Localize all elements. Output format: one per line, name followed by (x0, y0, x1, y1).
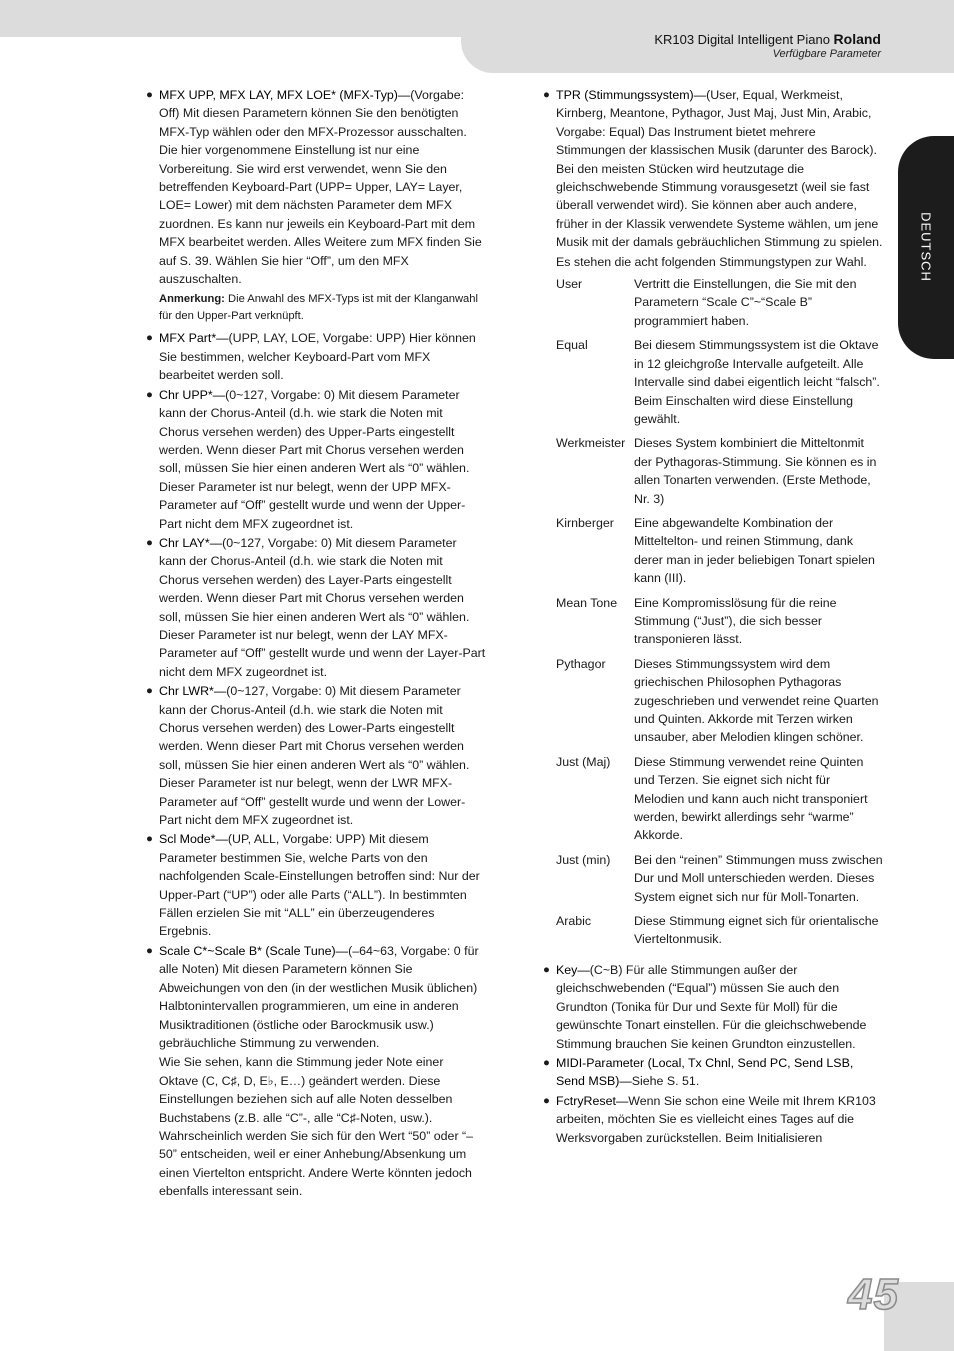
param-scl-mode (146, 830, 486, 940)
tuning-desc: Bei diesem Stimmungssystem ist die Oktave in 12 gleichgroße Intervalle aufgeteilt. Alle Intervalle sind dabei eigentlich leicht “falsch”. Beim Einschalten wird diese Einstellung gewählt. (634, 338, 880, 426)
bullet-icon: ● (146, 685, 153, 698)
param-mfx-part (146, 329, 486, 384)
tuning-desc: Dieses System kombiniert die Mitteltonmit der Pythagoras-Stimmung. Sie können es in allen Tonarten verwenden. (Erste Methode, Nr. 3) (634, 436, 877, 506)
bullet-icon: ● (543, 1056, 550, 1069)
param-text: (0~127, Vorgabe: 0) Mit diesem Parameter kann der Chorus-Anteil (d.h. wie stark die Noten mit Chorus versehen werden) des Layer-Parts eingestellt werden. Wenn dieser Part mit Chorus versehen werden soll, müssen Sie hier einen anderen Wert als “0” wählen. Dieser Parameter ist nur belegt, wenn der LAY MFX-Parameter auf “Off” gestellt wurde und wenn der Layer-Part nicht dem MFX zugeordnet ist. (159, 535, 486, 679)
bullet-icon: ● (543, 1094, 550, 1107)
param-text: (UP, ALL, Vorgabe: UPP) Mit diesem Parameter bestimmen Sie, welche Parts von den nachfolgenden Scale-Einstellungen betroffen sind: Nur der Upper-Part (“UP”) oder alle Parts (“ALL”). In bestimmten Fällen erzielen Sie mit “ALL” ein überzeugenderes Ergebnis. (159, 832, 480, 939)
table-row (556, 912, 883, 955)
bullet-icon: ● (146, 944, 153, 957)
param-chr-lwr (146, 682, 486, 829)
param-text: (User, Equal, Werkmeist, Kirnberg, Meantone, Pythagor, Just Maj, Just Min, Arabic, Vorgabe: Equal) Das Instrument bietet mehrere Stimmungen der klassischen Musik (darunter des Barock). Bei den meisten Stücken wird heutzutage die gleichschwebende Stimmung vorausgesetzt (weil sie fast überall verwendet wird). Sie können aber auch andere, früher in der Klassik verwendete Systeme wählen, um jene Musik mit der damals gebräuchlichen Stimmung zu spielen. (556, 88, 883, 250)
bullet-icon: ● (543, 963, 550, 976)
note-text: Die Anwahl des MFX-Typs ist mit der Klanganwahl für den Upper-Part verknüpft. (159, 293, 478, 323)
param-term: Chr UPP*— (159, 387, 226, 402)
tuning-desc: Eine Kompromisslösung für die reine Stimmung (“Just”), die sich besser transponieren lässt. (634, 595, 837, 647)
tuning-desc: Vertritt die Einstellungen, die Sie mit den Parametern “Scale C”~“Scale B” programmiert haben. (634, 277, 857, 328)
scale-paragraph: Wie Sie sehen, kann die Stimmung jeder Note einer Oktave (C, C♯, D, E♭, E…) geändert werden. Diese Einstellungen beziehen sich auf alle Noten desselben Buchstabens (z.B. alle “C”-, alle “C♯-Noten, usw.). Wahrscheinlich werden Sie sich für den Wert “50” oder “–50” entscheiden, weil er einer Anhebung/Absenkung um einen Viertelton entspricht. Andere Werte könnten jedoch ebenfalls interessant sein. (159, 1055, 474, 1199)
note (146, 291, 486, 325)
page-number: 45 (848, 1270, 899, 1319)
bullet-icon: ● (146, 536, 153, 549)
param-term: Chr LAY*— (159, 535, 223, 550)
param-term: MFX UPP, MFX LAY, MFX LOE* (MFX-Typ)— (159, 88, 411, 102)
table-row (556, 753, 883, 851)
param-tpr (543, 86, 883, 252)
tuning-name: Just (Maj) (556, 754, 611, 769)
param-term: Scale C*~Scale B* (Scale Tune)— (159, 943, 349, 958)
left-column (146, 86, 486, 1201)
table-row (556, 275, 883, 336)
param-text: (Vorgabe: Off) Mit diesen Parametern können Sie den benötigten MFX-Typ wählen oder den MFX-Prozessor ausschalten. Die hier vorgenommene Einstellung ist nur eine Vorbereitung. Sie wird erst verwendet, wenn Sie den betreffenden Keyboard-Part (UPP= Upper, LAY= Layer, LOE= Lower) mit dem nächsten Parameter dem MFX zuordnen. Es kann nur jeweils ein Keyboard-Part mit dem MFX bearbeitet werden. Alles Weitere zum MFX finden Sie auf S. 39. Wählen Sie hier “Off”, um den MFX auszuschalten. (159, 88, 482, 287)
tuning-desc: Dieses Stimmungssystem wird dem griechischen Philosophen Pythagoras zugeschrieben und verwendet reine Quarten und Quinten. Akkorde mit Terzen wirken unsauber, aber Melodien klingen schöner. (634, 656, 879, 745)
param-midi (543, 1054, 883, 1091)
table-row (556, 594, 883, 655)
param-text: Wenn Sie schon eine Weile mit Ihrem KR103 arbeiten, möchten Sie es vielleicht eines Tages auf die Werksvorgaben zurückstellen. Beim Initialisieren (556, 1093, 876, 1145)
param-factory-reset (543, 1092, 883, 1147)
note-label: Anmerkung: (159, 293, 225, 306)
table-row (556, 655, 883, 753)
tuning-intro: Es stehen die acht folgenden Stimmungstypen zur Wahl. (556, 254, 867, 269)
tuning-name: Pythagor (556, 656, 606, 671)
tuning-name: Kirnberger (556, 515, 614, 530)
bullet-icon: ● (146, 332, 153, 345)
param-mfx-type (146, 86, 486, 288)
bullet-icon: ● (146, 833, 153, 846)
bullet-icon: ● (146, 388, 153, 401)
tuning-table (556, 275, 883, 955)
tuning-name: User (556, 277, 583, 292)
tuning-name: Equal (556, 338, 588, 353)
param-term: TPR (Stimmungssystem)— (556, 88, 707, 102)
bullet-icon: ● (543, 89, 550, 101)
param-scale-tune (146, 942, 486, 1052)
param-term: MFX Part*— (159, 331, 229, 346)
tuning-name: Mean Tone (556, 595, 618, 610)
param-text: (UPP, LAY, LOE, Vorgabe: UPP) Hier können Sie bestimmen, welcher Keyboard-Part vom MFX bearbeitet werden soll. (159, 331, 476, 383)
table-row (556, 434, 883, 514)
table-row (556, 851, 883, 912)
tuning-desc: Bei den “reinen” Stimmungen muss zwischen Dur und Moll unterschieden werden. Dieses System eignet sich nur für Moll-Tonarten. (634, 852, 883, 904)
param-chr-upp (146, 386, 486, 533)
tuning-desc: Diese Stimmung verwendet reine Quinten und Terzen. Sie eignet sich nicht für Melodien und kann auch nicht transponiert werden, bewirkt allerdings sehr “warme” Akkorde. (634, 754, 868, 843)
param-text: (0~127, Vorgabe: 0) Mit diesem Parameter kann der Chorus-Anteil (d.h. wie stark die Noten mit Chorus versehen werden) des Lower-Parts eingestellt werden. Wenn dieser Part mit Chorus versehen werden soll, müssen Sie hier einen anderen Wert als “0” wählen. Dieser Parameter ist nur belegt, wenn der LWR MFX-Parameter auf “Off” gestellt wurde und wenn der Lower-Part nicht dem MFX zugeordnet ist. (159, 684, 470, 828)
param-text: (–64~63, Vorgabe: 0 für alle Noten) Mit diesen Parametern können Sie Abweichungen von den (in der westlichen Musik üblichen) Halbtonintervallen programmieren, um eine in anderen Musiktraditionen (östliche oder Barockmusik usw.) gebräuchliche Stimmung zu verwenden. (159, 943, 479, 1050)
section-title: Verfügbare Parameter (772, 48, 881, 60)
param-term: Scl Mode*— (159, 832, 228, 847)
param-key (543, 961, 883, 1053)
table-row (556, 514, 883, 594)
language-label: DEUTSCH (918, 212, 934, 282)
brand-logo: Roland (833, 31, 881, 47)
param-chr-lay (146, 534, 486, 681)
product-name: KR103 Digital Intelligent Piano (654, 32, 830, 47)
param-text: (0~127, Vorgabe: 0) Mit diesem Parameter kann der Chorus-Anteil (d.h. wie stark die Noten mit Chorus versehen werden) des Upper-Parts eingestellt werden. Wenn dieser Part mit Chorus versehen werden soll, müssen Sie hier einen anderen Wert als “0” wählen. Dieser Parameter ist nur belegt, wenn der UPP MFX-Parameter auf “Off” gestellt wurde und wenn der Upper-Part nicht dem MFX zugeordnet ist. (159, 387, 470, 531)
param-term: MIDI-Parameter (Local, Tx Chnl, Send PC, Send LSB, Send MSB)— (556, 1055, 854, 1089)
tuning-desc: Eine abgewandelte Kombination der Mitteltelton- und reinen Stimmung, dank derer man in jeder beliebigen Tonart spielen kann (III). (634, 515, 875, 586)
param-term: Chr LWR*— (159, 684, 227, 699)
param-text: Siehe S. 51. (631, 1074, 700, 1089)
bullet-icon: ● (146, 89, 153, 101)
tuning-name: Werkmeister (556, 436, 626, 451)
header-title (654, 31, 881, 47)
right-column (543, 86, 883, 1148)
tuning-desc: Diese Stimmung eignet sich für orientalische Vierteltonmusik. (634, 914, 879, 947)
param-text: (C~B) Für alle Stimmungen außer der gleichschwebenden (“Equal”) müssen Sie auch den Grundton (Tonika für Dur und Sexte für Moll) für die gewünschte Tonart einstellen. Für die gleichschwebende Stimmung brauchen Sie keinen Grundton einzustellen. (556, 962, 867, 1051)
param-term: FctryReset— (556, 1093, 629, 1108)
tuning-name: Arabic (556, 914, 592, 929)
tuning-name: Just (min) (556, 852, 611, 867)
table-row (556, 336, 883, 434)
param-term: Key— (556, 962, 590, 977)
